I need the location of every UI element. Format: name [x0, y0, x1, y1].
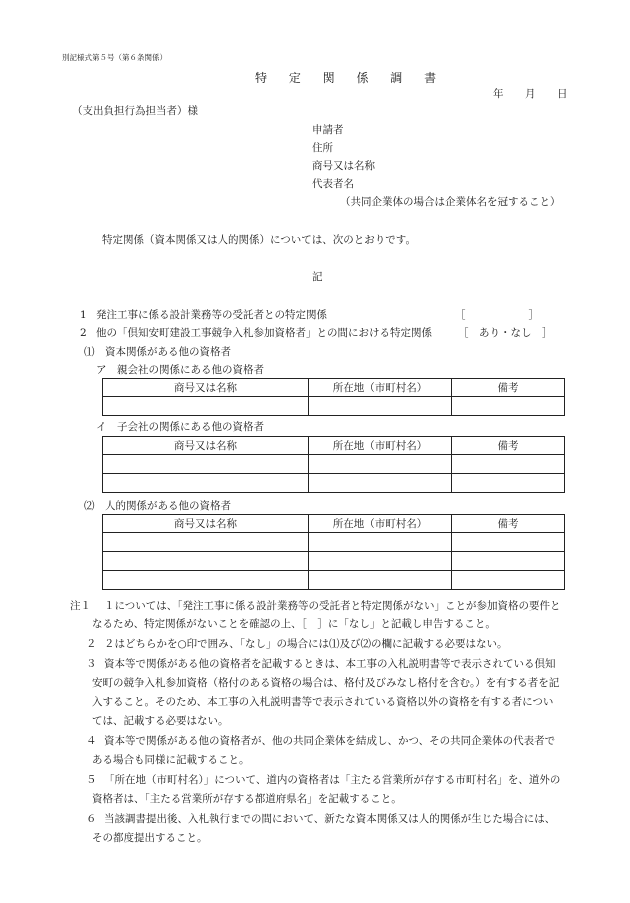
table-row [103, 397, 565, 416]
cell-location [309, 571, 452, 590]
note-6-line-2: その都度提出すること。 [92, 832, 208, 844]
cell-company-name [103, 571, 309, 590]
header-location: 所在地（市町村名） [309, 437, 452, 455]
document-title: 特 定 関 係 調 書 [255, 71, 446, 85]
cell-company-name [103, 455, 309, 474]
note-5-line-1: 「所在地（市町村名）」について、道内の資格者は「主たる営業所が存する市町村名」を、道外の [104, 774, 561, 786]
note-5-number: ５ [86, 774, 97, 786]
applicant-jv-note: （共同企業体の場合は企業体名を冠すること） [340, 196, 561, 208]
table-row [103, 474, 565, 493]
item-1-bracket: ［ ］ [455, 309, 539, 321]
note-2-line-1: ２はどちらかを○印で囲み、「なし」の場合には⑴及び⑵の欄に記載する必要はない。 [104, 638, 508, 650]
table-row [103, 455, 565, 474]
date-month: 月 [525, 88, 536, 100]
section-2-label: ⑵ 人的関係がある他の資格者 [84, 500, 231, 512]
cell-location [309, 533, 452, 552]
note-3-line-2: 安町の競争入札参加資格（格付のある資格の場合は、格付及びみなし格付を含む。）を有する者を記 [92, 677, 560, 689]
cell-remarks [452, 455, 565, 474]
section-1i-label: イ 子会社の関係にある他の資格者 [96, 421, 264, 433]
note-3-number: ３ [86, 658, 97, 670]
cell-location [309, 397, 452, 416]
note-1-number: 注１ [70, 600, 91, 612]
addressee: （支出負担行為担当者）様 [72, 105, 198, 117]
note-5-line-2: 資格者は、「主たる営業所が存する都道府県名」を記載すること。 [92, 793, 402, 805]
cell-location [309, 455, 452, 474]
item-2-bracket: ［ あり・なし ］ [458, 327, 553, 339]
cell-company-name [103, 397, 309, 416]
personal-relation-table [102, 514, 565, 590]
header-company-name: 商号又は名称 [103, 379, 309, 397]
header-remarks: 備考 [452, 437, 565, 455]
cell-remarks [452, 474, 565, 493]
item-2-number: 2 [80, 327, 87, 339]
table-row [103, 552, 565, 571]
header-remarks: 備考 [452, 515, 565, 533]
header-location: 所在地（市町村名） [309, 515, 452, 533]
intro-text: 特定関係（資本関係又は人的関係）については、次のとおりです。 [102, 234, 416, 246]
applicant-representative-label: 代表者名 [312, 178, 354, 190]
cell-company-name [103, 474, 309, 493]
header-company-name: 商号又は名称 [103, 515, 309, 533]
cell-remarks [452, 571, 565, 590]
ki-heading: 記 [312, 271, 323, 283]
applicant-name-label: 商号又は名称 [312, 160, 375, 172]
note-1-line-2: なるため、特定関係がないことを確認の上、［ ］に「なし」と記載し申告すること。 [92, 618, 496, 630]
cell-location [309, 474, 452, 493]
header-company-name: 商号又は名称 [103, 437, 309, 455]
parent-company-table [102, 378, 565, 416]
note-3-line-1: 資本等で関係がある他の資格者を記載するときは、本工事の入札説明書等で表示されている倶知 [104, 658, 556, 670]
note-4-number: ４ [86, 735, 97, 747]
cell-company-name [103, 552, 309, 571]
note-4-line-1: 資本等で関係がある他の資格者が、他の共同企業体を結成し、かつ、その共同企業体の代表者で [104, 735, 556, 747]
section-1-label: ⑴ 資本関係がある他の資格者 [84, 346, 231, 358]
table-row [103, 571, 565, 590]
section-1a-label: ア 親会社の関係にある他の資格者 [96, 364, 264, 376]
form-reference: 別記様式第５号（第６条関係） [62, 53, 167, 62]
table-row [103, 533, 565, 552]
note-1-line-1: １については、「発注工事に係る設計業務等の受託者と特定関係がない」ことが参加資格の要件と [104, 600, 561, 612]
note-4-line-2: ある場合も同様に記載すること。 [92, 754, 250, 766]
date-year: 年 [493, 88, 504, 100]
note-2-number: ２ [86, 638, 97, 650]
cell-remarks [452, 533, 565, 552]
date-day: 日 [557, 88, 568, 100]
header-location: 所在地（市町村名） [309, 379, 452, 397]
applicant-label: 申請者 [312, 124, 344, 136]
note-3-line-4: ては、記載する必要はない。 [92, 715, 229, 727]
cell-remarks [452, 397, 565, 416]
cell-remarks [452, 552, 565, 571]
note-3-line-3: 入すること。そのため、本工事の入札説明書等で表示されている資格以外の資格を有する者につい [92, 696, 554, 708]
item-1-text: 発注工事に係る設計業務等の受託者との特定関係 [96, 309, 327, 321]
item-1-number: 1 [80, 309, 87, 321]
applicant-address-label: 住所 [312, 142, 333, 154]
subsidiary-table [102, 436, 565, 493]
header-remarks: 備考 [452, 379, 565, 397]
note-6-number: ６ [86, 813, 97, 825]
cell-company-name [103, 533, 309, 552]
item-2-text: 他の「倶知安町建設工事競争入札参加資格者」との間における特定関係 [96, 327, 432, 339]
cell-location [309, 552, 452, 571]
note-6-line-1: 当該調書提出後、入札執行までの間において、新たな資本関係又は人的関係が生じた場合には、 [104, 813, 556, 825]
